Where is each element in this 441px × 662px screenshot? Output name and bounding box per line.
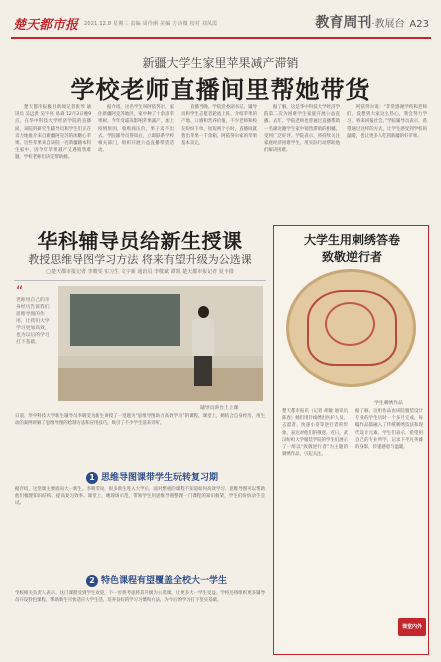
photo-blackboard xyxy=(70,294,180,346)
section-sub: ·教展台 xyxy=(371,19,405,30)
section-number-2-icon: 2 xyxy=(86,575,98,587)
sidebar-column-2 xyxy=(355,408,423,613)
story1-paragraph: 阿依努尔说：“非常感谢学校和老师们，没想到大家这么热心，我会努力学习，将来回报社会。”学院辅导员表示，希望通过这样的方式，让学生感受到学校的温暖，也让更多人吃到新疆的好苹果。 xyxy=(347,105,427,139)
story2-divider xyxy=(14,280,266,281)
embroidery-photo xyxy=(286,269,416,387)
photo-teacher-legs xyxy=(194,356,212,386)
sidebar-headline xyxy=(274,232,430,266)
section2-title: 特色课程有望覆盖全校大一学生 xyxy=(101,576,228,586)
section1-title: 思维导图课带学生玩转复习期 xyxy=(101,473,219,483)
section-number-1-icon: 1 xyxy=(86,472,98,484)
story1-column-2 xyxy=(98,104,174,212)
classroom-photo xyxy=(58,286,263,401)
sidebar-headline-line2: 致敬逆行者 xyxy=(321,250,382,264)
masthead-divider xyxy=(11,37,431,39)
story1-column-3 xyxy=(181,104,257,212)
quote-mark-icon: “ xyxy=(16,284,24,300)
photo-desk xyxy=(58,368,263,401)
photo-caption: 辅导员讲台上上课 xyxy=(200,406,239,411)
story1-paragraph: 据介绍，这名学生叫阿依努尔，家住新疆阿克苏地区，家中种了十余亩苹果树。今年受霜冻影响苹果减产，加上疫情原因，收购商压价，果子卖不出去。学院辅导员得知后，立即联系学校相关部门，组织开展公益直播带货活动。 xyxy=(98,105,174,154)
sidebar-column-1 xyxy=(282,408,348,613)
section2-body xyxy=(15,590,265,656)
section1-paragraph: 据介绍，这堂课主要面向大一新生。李晴雯说，很多新生进入大学后，面对繁重的课程不知道如何高效学习，思维导图可以帮助他们梳理知识结构，提高复习效率。课堂上，她现场示范，带领学生用思维导图整理一门课程的知识框架，学生们纷纷动手尝试。 xyxy=(15,487,265,507)
section1-body xyxy=(15,486,265,566)
story2-intro xyxy=(15,413,265,463)
story1-kicker: 新疆大学生家里苹果减产滞销 xyxy=(142,56,299,70)
story1-column-1 xyxy=(15,104,91,212)
photo-teacher xyxy=(190,306,216,386)
sidebar-photo-caption: 学生刺绣作品 xyxy=(374,401,403,406)
story1-paragraph: 直播当晚，学院党委副书记、辅导员和学生志愿者轮流上阵，介绍苹果的产地、口感和营养价值，不少老师和校友纷纷下单。短短两个小时，直播间就售出苹果一千余箱，阿依努尔家的苹果基本卖完。 xyxy=(181,105,257,147)
section2-heading xyxy=(86,573,227,587)
section-name: 教育周刊 xyxy=(315,15,372,31)
pull-quote xyxy=(16,284,52,399)
sidebar-paragraph: 据了解，这组作品由该院服装设计专业的学生历时一个多月完成，每幅作品都融入了传统刺绣技法和现代设计元素。学生们表示，希望用自己的专业所学，记录下平凡英雄的身影，传递感恩与温暖。 xyxy=(355,409,423,451)
story2-headline: 华科辅导员给新生授课 xyxy=(37,229,243,253)
story2-subhead: 教授思维导图学习方法 将来有望升级为公选课 xyxy=(28,253,252,266)
story1-headline: 学校老师直播间里帮她带货 xyxy=(70,76,371,104)
story2-byline: □楚天都市报记者 李晴雯 实习生 文宇新 通讯员 李敬斌 谭凯 楚天都市报记者 夏卡摄 xyxy=(46,269,234,275)
section2-paragraph: 学校相关负责人表示，这门课程受到学生欢迎，下一步将考虑将其升级为公选课，让更多大一学生受益。学校还将组织更多辅导员开设特色课程，帮助新生尽快适应大学生活，培养良好的学习习惯和方法，为今后的学习打下坚实基础。 xyxy=(15,591,265,604)
masthead xyxy=(0,0,441,40)
story2-paragraph: 日前，华中科技大学新生辅导员李晴雯为新生讲授了一堂题为“思维导图助力高效学习”的课程。课堂上，她结合自身经历，用生动的案例讲解了思维导图的绘制方法和应用技巧，吸引了不少学生前来旁听。 xyxy=(15,414,265,427)
sidebar-headline-line1: 大学生用刺绣答卷 xyxy=(303,233,400,247)
section-title xyxy=(315,12,429,32)
story1-paragraph: 据了解，这是华中科技大学经济学院第二次为困难学生家庭开展公益直播。去年，学院老师也曾通过直播帮助一名湖北籍学生家中销售滞销的柑橘，受到广泛好评。学院表示，将持续关注家庭经济困难学生，用实际行动帮助他们解决困难。 xyxy=(264,105,340,154)
section1-heading xyxy=(86,470,218,484)
sidebar-box xyxy=(273,225,429,655)
photo-teacher-head xyxy=(198,306,209,318)
pull-quote-text: 老师用自己的亲身经历告诉我们思维导图的作用，让我们大学学习更加高效，也为以后的学习打下基础。 xyxy=(16,298,50,345)
story1-paragraph: 楚天都市报极目新闻记者张琴 通讯员 吴远贵 吴宇亮 易森 12月3日晚9点，在华中科技大学经济学院的直播间，该院的研究生辅导员和学生们正在卖力地推介来自新疆阿克苏的冰糖心苹果。这些苹果来自该院一名新疆籍本科生家中，因今年苹果减产又遇销售难题，学校老师们决定帮助她。 xyxy=(15,105,91,161)
embroidery-figure xyxy=(325,302,375,346)
newspaper-logo: 楚天都市报 xyxy=(13,18,79,33)
story1-column-5 xyxy=(347,104,427,212)
sidebar-paragraph: 楚天都市报讯（记者 胡敏 通讯员 陈春）她们用针线绣出医护人员、志愿者、快递小哥等逆行者的形象，表达对他们的敬意。近日，武汉纺织大学服装学院的学生们展示了一组以“致敬逆行者”为主题的刺绣作品，引起关注。 xyxy=(282,409,348,458)
column-badge: 课堂内外 xyxy=(398,618,426,636)
page-number: A23 xyxy=(409,19,429,30)
story1-column-4 xyxy=(264,104,340,212)
photo-teacher-body xyxy=(192,318,214,356)
issue-meta: 2021.12.8 星期三 责编 周伶俐 美编 方诗微 校对 刘凤霞 xyxy=(84,21,218,27)
